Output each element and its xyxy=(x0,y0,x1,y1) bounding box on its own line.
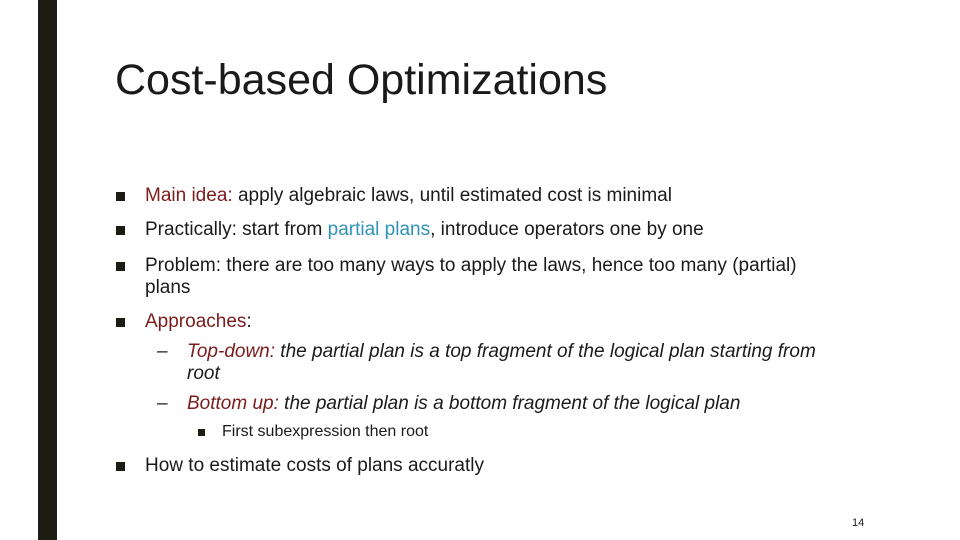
sub-bullet-lead: Bottom up: xyxy=(187,393,279,414)
dash-bullet: – xyxy=(157,393,168,414)
square-bullet-icon xyxy=(116,192,125,201)
bullet-rest: , introduce operators one by one xyxy=(430,219,704,240)
bullet-text xyxy=(145,218,704,242)
dash-bullet: – xyxy=(157,341,168,362)
sub-bullet-rest: the partial plan is a bottom fragment of the logical plan xyxy=(278,393,741,414)
bullet-lead: Approaches xyxy=(145,311,247,332)
bullet-text xyxy=(145,310,252,334)
sub-bullet-line-2: root xyxy=(187,363,220,384)
bullet-rest: apply algebraic laws, until estimated cost is minimal xyxy=(232,185,672,206)
sub-bullet-rest: the partial plan is a top fragment of the logical plan starting from xyxy=(275,341,816,362)
bullet-highlight: partial plans xyxy=(327,219,431,240)
bullet-text xyxy=(145,184,672,208)
sub-bullet-lead: Top-down: xyxy=(187,341,276,362)
bullet-rest: : xyxy=(246,311,252,332)
square-bullet-icon xyxy=(116,262,125,271)
sub-bullet-text xyxy=(187,392,740,416)
square-bullet-icon xyxy=(116,462,125,471)
bullet-line-2: plans xyxy=(145,277,191,298)
bullet-line-1: Problem: there are too many ways to apply the laws, hence too many (partial) xyxy=(145,255,797,276)
square-bullet-icon xyxy=(198,429,205,436)
left-accent-bar xyxy=(38,0,57,540)
sub-sub-bullet-text: First subexpression then root xyxy=(222,423,429,440)
page-number: 14 xyxy=(852,517,865,529)
square-bullet-icon xyxy=(116,226,125,235)
square-bullet-icon xyxy=(116,318,125,327)
slide-title: Cost-based Optimizations xyxy=(115,56,608,104)
bullet-text: How to estimate costs of plans accuratly xyxy=(145,455,484,476)
bullet-lead: Practically: start from xyxy=(145,219,328,240)
bullet-lead: Main idea: xyxy=(145,185,233,206)
sub-bullet-text xyxy=(187,340,816,364)
